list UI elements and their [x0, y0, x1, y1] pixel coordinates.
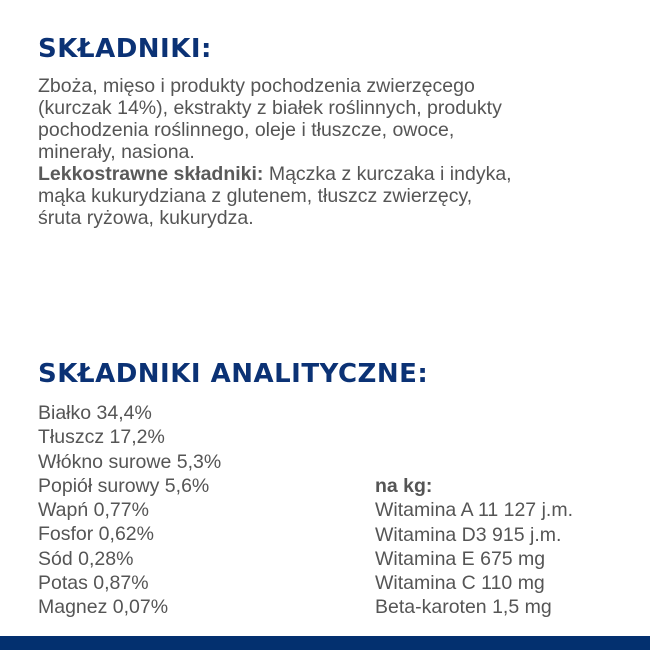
analytical-item: Wapń 0,77%: [38, 499, 149, 522]
ingredients-line: pochodzenia roślinnego, oleje i tłuszcze, owoce,: [38, 119, 455, 141]
digestible-line: [38, 163, 638, 185]
analytical-heading: SKŁADNIKI ANALITYCZNE:: [38, 359, 429, 389]
analytical-item: Włókno surowe 5,3%: [38, 450, 222, 473]
analytical-item: Potas 0,87%: [38, 572, 149, 595]
analytical-list: [38, 401, 221, 620]
per-kg-item: Witamina E 675 mg: [375, 547, 546, 570]
ingredients-line: (kurczak 14%), ekstrakty z białek roślinnych, produkty: [38, 97, 502, 119]
analytical-item: Białko 34,4%: [38, 402, 152, 424]
per-kg-label: na kg:: [375, 475, 433, 497]
ingredients-heading: SKŁADNIKI:: [38, 34, 212, 64]
per-kg-item: Beta-karoten 1,5 mg: [375, 596, 552, 619]
analytical-item: Fosfor 0,62%: [38, 523, 154, 546]
footer-bar: [0, 636, 650, 650]
digestible-label: Lekkostrawne składniki:: [38, 163, 264, 185]
per-kg-list: [375, 474, 573, 620]
analytical-item: Tłuszcz 17,2%: [38, 426, 165, 449]
analytical-item: Sód 0,28%: [38, 547, 134, 570]
digestible-line: mąka kukurydziana z glutenem, tłuszcz zwierzęcy,: [38, 185, 473, 207]
ingredients-line: minerały, nasiona.: [38, 141, 195, 163]
ingredients-line: Zboża, mięso i produkty pochodzenia zwierzęcego: [38, 75, 475, 97]
ingredients-text: [38, 75, 638, 229]
per-kg-item: Witamina C 110 mg: [375, 572, 545, 595]
analytical-item: Popiół surowy 5,6%: [38, 474, 210, 497]
analytical-item: Magnez 0,07%: [38, 596, 169, 619]
digestible-line: śruta ryżowa, kukurydza.: [38, 207, 254, 229]
per-kg-item: Witamina A 11 127 j.m.: [375, 499, 573, 522]
digestible-text: Mączka z kurczaka i indyka,: [263, 163, 512, 185]
per-kg-item: Witamina D3 915 j.m.: [375, 523, 562, 546]
